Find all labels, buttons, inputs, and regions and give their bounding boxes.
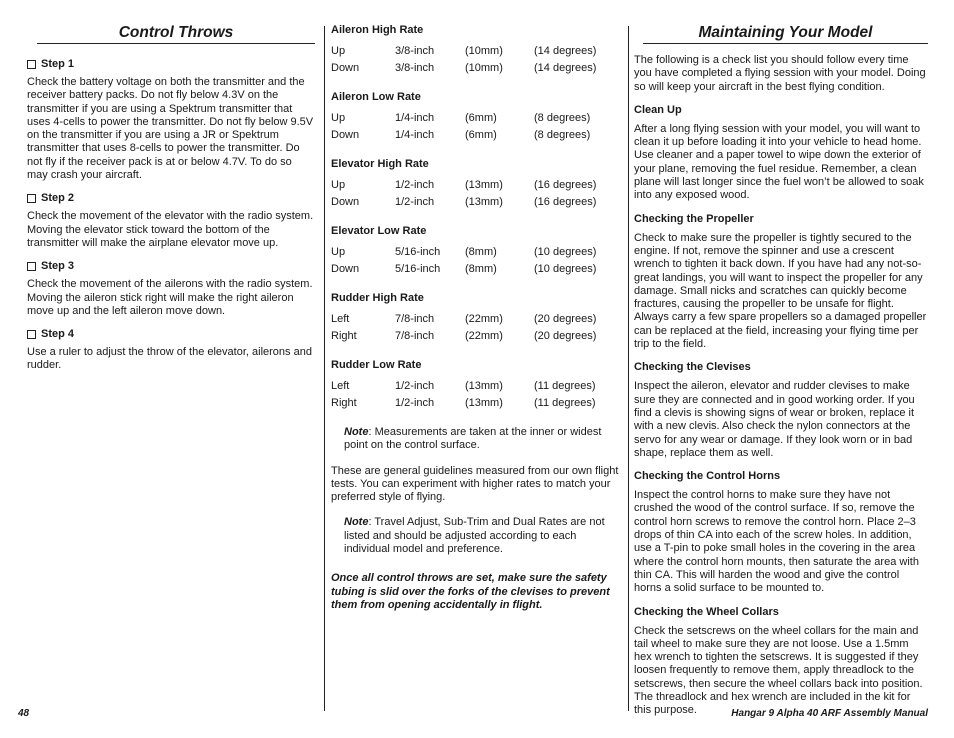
rate-cell: 1/2-inch	[395, 397, 435, 409]
step-text: Check the movement of the ailerons with the radio system. Moving the aileron stick right will make the right aileron move up and the left aileron move down.	[27, 278, 313, 317]
rate-cell: Up	[331, 246, 346, 258]
manual-title: Hangar 9 Alpha 40 ARF Assembly Manual	[731, 708, 928, 719]
checkbox-icon[interactable]	[27, 262, 36, 271]
maintaining-intro: The following is a check list you should follow every time you have completed a flying session with your model. Doing so will keep your aircraft in the best flying condition.	[634, 54, 926, 93]
step-label: Step 2	[41, 192, 75, 205]
rate-cell: 3/8-inch	[395, 62, 435, 74]
rate-cell: 7/8-inch	[395, 313, 435, 325]
step-4	[27, 328, 315, 373]
rate-row	[331, 177, 621, 194]
maintaining-column	[634, 22, 928, 718]
rate-cell: (10 degrees)	[534, 246, 597, 258]
note-travel-adjust: Note: Travel Adjust, Sub-Trim and Dual Rates are not listed and should be adjusted according to each individual model and preference.	[344, 516, 605, 556]
rate-group	[331, 292, 621, 345]
rate-row	[331, 60, 621, 77]
section-heading: Checking the Clevises	[634, 361, 751, 374]
rate-row	[331, 395, 621, 412]
control-throws-column	[27, 22, 315, 373]
rate-cell: (20 degrees)	[534, 313, 597, 325]
step-3	[27, 260, 315, 318]
rate-cell: (14 degrees)	[534, 62, 597, 74]
rates-column	[331, 24, 621, 612]
rate-row	[331, 127, 621, 144]
step-1	[27, 58, 315, 182]
rate-cell: Up	[331, 112, 346, 124]
step-label: Step 4	[41, 328, 75, 341]
section-heading: Checking the Wheel Collars	[634, 605, 779, 618]
rate-cell: (13mm)	[465, 380, 503, 392]
safety-warning: Once all control throws are set, make sure the safety tubing is slid over the forks of the clevises to prevent them from opening accidentally in flight.	[331, 572, 610, 611]
checkbox-icon[interactable]	[27, 194, 36, 203]
rate-row	[331, 261, 621, 278]
rate-cell: 5/16-inch	[395, 263, 441, 275]
section-heading: Checking the Control Horns	[634, 470, 781, 483]
rate-cell: Left	[331, 313, 350, 325]
rate-group	[331, 225, 621, 278]
rate-heading: Aileron Low Rate	[331, 91, 421, 103]
section-text: Check the setscrews on the wheel collars for the main and tail wheel to make sure they are not loose. Use a 1.5mm hex wrench to tighten the setscrews. It is suggested if they loosen frequently to remove them, apply threadlock to the setscrews, then secure the wheel collars back into position. The threadlock and hex wrench are included in the kit for this purpose.	[634, 624, 923, 717]
rate-group	[331, 91, 621, 144]
rate-cell: (8mm)	[465, 263, 497, 275]
rate-cell: (11 degrees)	[534, 397, 596, 409]
rate-cell: Up	[331, 45, 346, 57]
section-text: After a long flying session with your model, you will want to clean it up before loading it into your vehicle to head home. Use cleaner and a paper towel to wipe down the exterior of your plane, removing the fuel residue. Remember, a clean plane will last longer since the fuel won’t be allowed to soak into any exposed wood.	[634, 122, 924, 202]
step-label: Step 3	[41, 260, 75, 273]
rate-cell: (22mm)	[465, 330, 503, 342]
section-heading: Checking the Propeller	[634, 212, 754, 225]
section-heading: Clean Up	[634, 103, 682, 116]
rate-group	[331, 359, 621, 412]
rate-cell: 1/4-inch	[395, 112, 435, 124]
rate-cell: (6mm)	[465, 112, 497, 124]
rate-row	[331, 328, 621, 345]
rate-cell: (20 degrees)	[534, 330, 597, 342]
rate-cell: Up	[331, 179, 346, 191]
rate-cell: Left	[331, 380, 350, 392]
section-propeller	[634, 213, 928, 352]
rate-cell: (13mm)	[465, 196, 503, 208]
rate-cell: 5/16-inch	[395, 246, 441, 258]
rate-cell: (8 degrees)	[534, 112, 591, 124]
rate-cell: 1/2-inch	[395, 196, 435, 208]
rate-cell: Down	[331, 129, 360, 141]
rate-cell: Down	[331, 263, 360, 275]
page-number: 48	[18, 708, 30, 719]
rate-cell: Right	[331, 397, 357, 409]
rate-cell: 7/8-inch	[395, 330, 435, 342]
rate-cell: (16 degrees)	[534, 196, 597, 208]
rate-cell: (16 degrees)	[534, 179, 597, 191]
rate-tables	[331, 24, 621, 412]
section-wheel-collars	[634, 606, 928, 718]
rate-heading: Aileron High Rate	[331, 24, 424, 36]
step-text: Check the battery voltage on both the transmitter and the receiver battery packs. Do not fly below 4.3V on the transmitter if you are using a Spektrum transmitter that uses 4-cells to power the transmitter. Do not fly below 9.5V on the transmitter if you are using a JR or Spektrum transmitter that uses 8-cells to power the transmitter. Do not fly if the receiver pack is at or below 4.7V. To do so may crash your aircraft.	[27, 76, 314, 182]
section-clevises	[634, 361, 928, 460]
checkbox-icon[interactable]	[27, 60, 36, 69]
rate-cell: 1/4-inch	[395, 129, 435, 141]
rate-cell: (14 degrees)	[534, 45, 597, 57]
rate-cell: (13mm)	[465, 397, 503, 409]
column-divider	[324, 26, 325, 711]
rate-cell: (13mm)	[465, 179, 503, 191]
rate-group	[331, 24, 621, 77]
column-divider	[628, 26, 629, 711]
section-clean-up	[634, 104, 928, 203]
rate-cell: Right	[331, 330, 357, 342]
rate-cell: Down	[331, 196, 360, 208]
rate-cell: (10mm)	[465, 62, 503, 74]
checkbox-icon[interactable]	[27, 330, 36, 339]
step-text: Check the movement of the elevator with the radio system. Moving the elevator stick toward the bottom of the transmitter will make the airplane elevator move up.	[27, 210, 314, 249]
rate-cell: (11 degrees)	[534, 380, 596, 392]
rate-row	[331, 378, 621, 395]
rate-row	[331, 43, 621, 60]
note-measurements: Note: Measurements are taken at the inner or widest point on the control surface.	[344, 426, 602, 452]
section-text: Inspect the control horns to make sure they have not crushed the wood of the control surface. If so, remove the control horn screws to remove the control horn. Place 2–3 drops of thin CA into each of the screw holes. In addition, use a T-pin to poke small holes in the covering in the area where the control horn mounts, then saturate the area with thin CA. This will harden the wood and give the control horns a solid surface to be mounted to.	[634, 489, 919, 595]
rate-cell: (8mm)	[465, 246, 497, 258]
maintaining-title: Maintaining Your Model	[643, 22, 928, 44]
rate-row	[331, 194, 621, 211]
rate-heading: Elevator Low Rate	[331, 225, 427, 237]
guidelines-text: These are general guidelines measured from our own flight tests. You can experiment with higher rates to match your preferred style of flying.	[331, 464, 619, 504]
step-text: Use a ruler to adjust the throw of the elevator, ailerons and rudder.	[27, 346, 312, 372]
step-label: Step 1	[41, 58, 75, 70]
rate-heading: Rudder High Rate	[331, 292, 424, 304]
rate-cell: (8 degrees)	[534, 129, 591, 141]
rate-heading: Rudder Low Rate	[331, 359, 422, 371]
rate-cell: (6mm)	[465, 129, 497, 141]
rate-cell: 3/8-inch	[395, 45, 435, 57]
section-text: Check to make sure the propeller is tightly secured to the engine. If not, remove the spinner and use a crescent wrench to tighten it back down. If you have had any not-so-great landings, you will want to inspect the propeller for any damage. Small nicks and scratches can quickly become fractures, causing the propeller to be unsafe for flight. Always carry a few spare propellers so a damaged propeller can be replaced at the field, increasing your flying time per trip to the field.	[634, 231, 927, 351]
rate-row	[331, 311, 621, 328]
rate-cell: (10mm)	[465, 45, 503, 57]
rate-group	[331, 158, 621, 211]
section-text: Inspect the aileron, elevator and rudder clevises to make sure they are connected and in good working order. If you find a clevis is showing signs of wear or broken, replace it with a new clevis. Also check the nylon connectors at the servo for any wear or damage. If they look worn or in bad shape, replace them as well.	[634, 380, 915, 459]
rate-row	[331, 244, 621, 261]
rate-cell: (22mm)	[465, 313, 503, 325]
rate-cell: Down	[331, 62, 360, 74]
control-throws-title: Control Throws	[37, 22, 315, 44]
rate-cell: (10 degrees)	[534, 263, 597, 275]
rate-cell: 1/2-inch	[395, 380, 435, 392]
step-2	[27, 192, 315, 250]
section-control-horns	[634, 470, 928, 595]
rate-row	[331, 110, 621, 127]
rate-cell: 1/2-inch	[395, 179, 435, 191]
rate-heading: Elevator High Rate	[331, 158, 429, 170]
